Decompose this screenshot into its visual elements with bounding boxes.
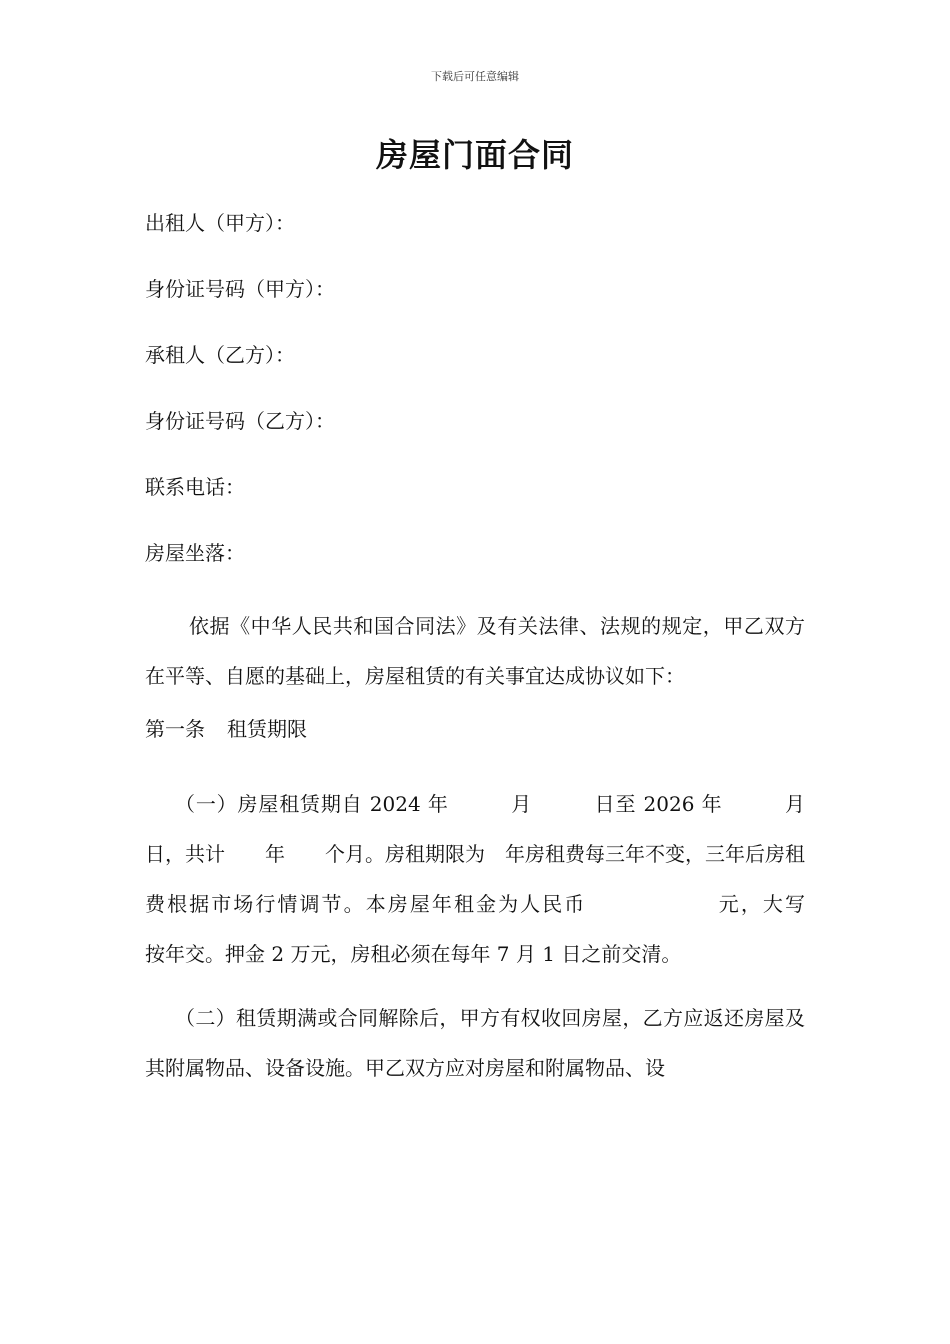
- article-number: 第一条: [145, 717, 205, 741]
- clause-2: （二）租赁期满或合同解除后，甲方有权收回房屋，乙方应返还房屋及其附属物品、设备设施。甲乙双方应对房屋和附属物品、设: [145, 1006, 805, 1080]
- article-title: 租赁期限: [227, 717, 307, 741]
- article-heading: [145, 715, 805, 779]
- field-phone: 联系电话：: [145, 475, 245, 499]
- field-location: 房屋坐落：: [145, 541, 245, 565]
- intro-paragraph: 依据《中华人民共和国合同法》及有关法律、法规的规定，甲乙双方在平等、自愿的基础上，房屋租赁的有关事宜达成协议如下：: [145, 614, 805, 688]
- field-lessor-id: 身份证号码（甲方）：: [145, 277, 335, 301]
- header-note: 下载后可任意编辑: [431, 70, 519, 83]
- document-body: [145, 205, 925, 1093]
- clause-1: （一）房屋租赁期自 2024 年 月 日至 2026 年 月 日，共计 年 个月。房租期限为 年房租费每三年不变，三年后房租费根据市场行情调节。本房屋年租金为人民币 元，大写 按年交。押金 2 万元，房租必须在每年 7 月 1 日之前交清。: [145, 792, 925, 966]
- field-lessee: 承租人（乙方）：: [145, 343, 295, 367]
- field-lessee-id: 身份证号码（乙方）：: [145, 409, 335, 433]
- document-title: 房屋门面合同: [375, 136, 574, 174]
- field-lessor: 出租人（甲方）：: [145, 211, 295, 235]
